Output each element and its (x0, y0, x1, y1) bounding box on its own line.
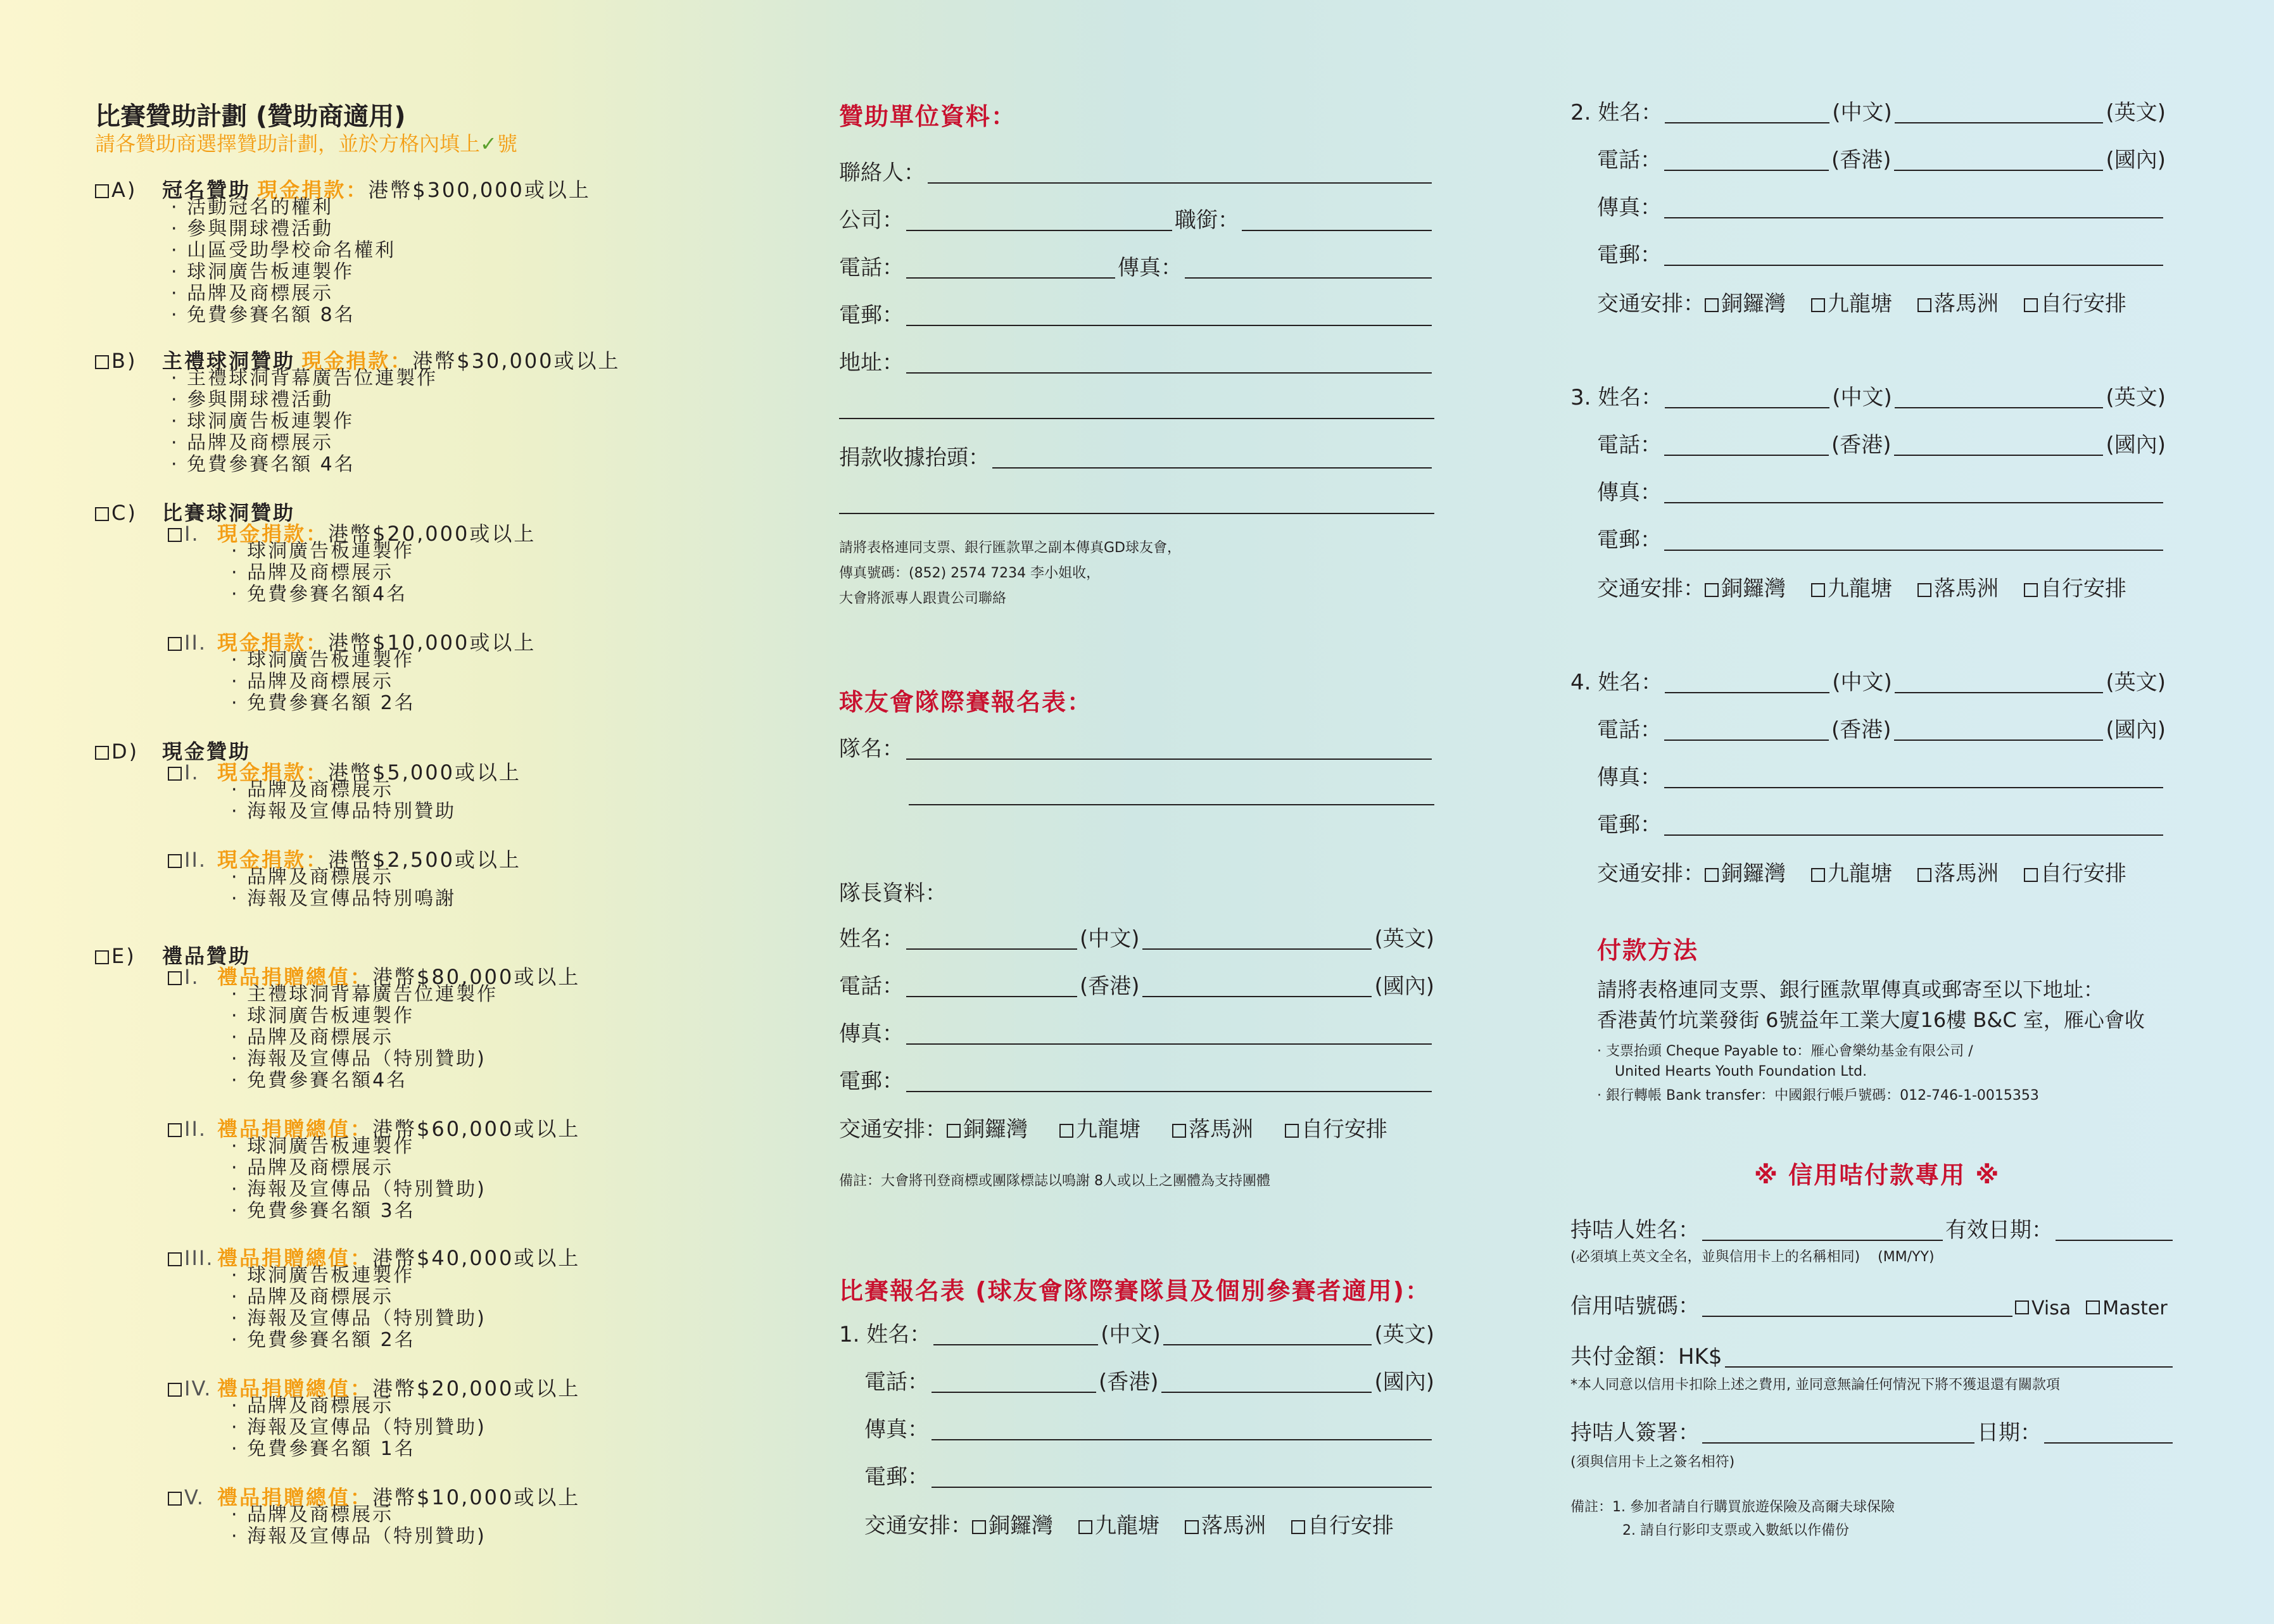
benefit-item: · 免費參賽名額4名 (231, 1070, 498, 1092)
checkbox-visa[interactable] (2015, 1300, 2029, 1314)
participant-2-mainland-phone-field[interactable] (1894, 148, 2104, 171)
participant-3-mainland-phone-field[interactable] (1894, 433, 2104, 456)
participant-1-transport: 交通安排： 銅鑼灣 九龍塘 落馬洲 自行安排 (864, 1513, 1394, 1539)
signature-note: (須與信用卡上之簽名相符) (1570, 1454, 1735, 1470)
plan-a: A) 冠名贊助 現金捐款：港幣$300,000或以上 (95, 174, 591, 203)
participant-4-name-row: 4. 姓名： (中文) (英文) (1570, 670, 2166, 695)
participant-3-english-name-field[interactable] (1895, 386, 2104, 408)
receipt-line-2[interactable] (839, 513, 1434, 514)
sub-plan-benefits (231, 984, 498, 1092)
total-amount-field[interactable] (1725, 1345, 2173, 1368)
benefit-item: · 品牌及商標展示 (231, 1287, 486, 1308)
benefit-item: · 免費參賽名額 2名 (231, 693, 415, 714)
sub-plan-benefits (231, 779, 456, 822)
holder-row: 持咭人姓名： 有效日期： (1570, 1212, 2175, 1243)
participant-3-hk-phone-field[interactable] (1664, 433, 1829, 456)
captain-label: 隊長資料： (839, 881, 947, 906)
participant-4-email-field[interactable] (1664, 813, 2163, 836)
sub-plan-benefits (231, 1265, 486, 1351)
position-field[interactable] (1242, 208, 1432, 231)
participant-2-email-row: 電郵： (1597, 237, 2166, 268)
sub-plan-checkbox[interactable] (168, 1123, 182, 1137)
benefit-item: · 品牌及商標展示 (231, 1027, 498, 1048)
benefit-item: · 主禮球洞背幕廣告位連製作 (171, 368, 438, 389)
team-title: 球友會隊際賽報名表： (839, 688, 1093, 716)
participant-4-fax-field[interactable] (1664, 765, 2163, 788)
captain-hk-phone-field[interactable] (906, 974, 1077, 997)
address-row: 地址： (839, 345, 1434, 376)
participant-4-email-row: 電郵： (1597, 807, 2166, 838)
participant-1-email-row: 電郵： (864, 1459, 1434, 1490)
plans-subtitle: 請各贊助商選擇贊助計劃，並於方格內填上✓號 (95, 132, 517, 156)
sponsorship-plans-column (95, 0, 728, 1624)
participant-2-transport: 交通安排： 銅鑼灣 九龍塘 落馬洲 自行安排 (1597, 291, 2126, 317)
participant-1-checkbox-lok-ma-chau[interactable] (1185, 1520, 1199, 1534)
benefit-item: · 品牌及商標展示 (231, 867, 456, 888)
participant-2-fax-row: 傳真： (1597, 190, 2166, 221)
checkbox-lok-ma-chau[interactable] (1172, 1124, 1186, 1138)
participant-4-english-name-field[interactable] (1895, 670, 2104, 693)
plan-benefits (171, 197, 396, 326)
benefit-item: · 海報及宣傳品（特別贊助) (231, 1417, 486, 1438)
sub-plan-checkbox[interactable] (168, 1252, 182, 1266)
participant-3-email-field[interactable] (1664, 528, 2163, 551)
benefit-item: · 參與開球禮活動 (171, 218, 396, 240)
address-field[interactable] (906, 351, 1432, 374)
sub-plan-benefits (231, 1136, 486, 1222)
benefit-item: · 品牌及商標展示 (231, 671, 415, 693)
holder-note: (必須填上英文全名，並與信用卡上的名稱相同) (MM/YY) (1570, 1249, 1935, 1265)
sub-plan: III. 禮品捐贈總值：港幣$40,000或以上 (168, 1242, 580, 1271)
sub-plan-checkbox[interactable] (168, 971, 182, 985)
date-field[interactable] (2044, 1421, 2173, 1444)
email-row: 電郵： (839, 298, 1434, 329)
participant-1-mainland-phone-field[interactable] (1161, 1370, 1372, 1393)
participant-4-hk-phone-field[interactable] (1664, 718, 1829, 741)
participant-4-checkbox-self-arranged[interactable] (2024, 868, 2038, 882)
plans-title: 比賽贊助計劃 (贊助商適用) (95, 102, 406, 131)
sponsor-info-column (839, 0, 1447, 1624)
remark-1: 備註：1. 參加者請自行購買旅遊保險及高爾夫球保險 (1570, 1499, 1895, 1515)
sub-plan-checkbox[interactable] (168, 854, 182, 868)
holder-name-field[interactable] (1702, 1218, 1943, 1241)
benefit-item: · 品牌及商標展示 (231, 1395, 486, 1417)
captain-phone-row: 電話： (香港) (國內) (839, 974, 1434, 999)
participant-4-fax-row: 傳真： (1597, 760, 2166, 791)
plan-checkbox[interactable] (95, 355, 109, 369)
participant-3-chinese-name-field[interactable] (1665, 386, 1829, 408)
fax-note-1: 請將表格連同支票、銀行匯款單之副本傳真GD球友會， (839, 540, 1181, 556)
checkbox-causeway-bay[interactable] (947, 1124, 961, 1138)
expiry-field[interactable] (2056, 1218, 2173, 1241)
participant-1-fax-row: 傳真： (864, 1412, 1434, 1443)
total-note: *本人同意以信用卡扣除上述之費用, 並同意無論任何情況下將不獲退還有關款項 (1570, 1377, 2060, 1393)
captain-transport: 交通安排： 銅鑼灣 九龍塘 落馬洲 自行安排 (839, 1117, 1387, 1142)
checkbox-self-arranged[interactable] (1285, 1124, 1299, 1138)
participant-2-email-field[interactable] (1664, 243, 2163, 266)
participant-1-checkbox-kowloon-tong[interactable] (1078, 1520, 1092, 1534)
participant-1-hk-phone-field[interactable] (932, 1370, 1096, 1393)
sub-plan: II. 禮品捐贈總值：港幣$60,000或以上 (168, 1113, 580, 1142)
participant-3-fax-row: 傳真： (1597, 475, 2166, 506)
participant-1-fax-field[interactable] (932, 1418, 1432, 1440)
contact-field[interactable] (928, 161, 1432, 184)
sub-plan: V. 禮品捐贈總值：港幣$10,000或以上 (168, 1482, 580, 1511)
participant-1-email-field[interactable] (932, 1465, 1432, 1488)
plan-checkbox[interactable] (95, 507, 109, 521)
captain-mainland-phone-field[interactable] (1142, 974, 1372, 997)
sub-plan: II. 現金捐款：港幣$10,000或以上 (168, 627, 536, 656)
benefit-item: · 品牌及商標展示 (231, 1504, 486, 1526)
captain-fax-row: 傳真： (839, 1016, 1434, 1047)
company-row: 公司： 職銜： (839, 203, 1434, 234)
participants-payment-column (1570, 0, 2204, 1624)
benefit-item: · 海報及宣傳品（特別贊助) (231, 1048, 498, 1070)
participant-2-hk-phone-field[interactable] (1664, 148, 1829, 171)
benefit-item: · 品牌及商標展示 (231, 562, 414, 584)
captain-chinese-name-field[interactable] (906, 927, 1077, 950)
plan-checkbox[interactable] (95, 950, 109, 964)
benefit-item: · 活動冠名的權利 (171, 197, 396, 218)
sub-plan-checkbox[interactable] (168, 528, 182, 542)
participant-3-email-row: 電郵： (1597, 522, 2166, 553)
participant-4-transport: 交通安排： 銅鑼灣 九龍塘 落馬洲 自行安排 (1597, 861, 2126, 886)
remark-2: 2. 請自行影印支票或入數紙以作備份 (1622, 1523, 1849, 1539)
benefit-item: · 免費參賽名額 3名 (231, 1200, 486, 1222)
participant-4-checkbox-lok-ma-chau[interactable] (1917, 868, 1931, 882)
participant-3-checkbox-kowloon-tong[interactable] (1811, 583, 1825, 597)
benefit-item: · 海報及宣傳品（特別贊助) (231, 1179, 486, 1200)
participant-1-chinese-name-field[interactable] (933, 1323, 1098, 1345)
payment-line-3: · 支票抬頭 Cheque Payable to：雁心會樂幼基金有限公司 / (1597, 1043, 1973, 1059)
captain-name-row: 姓名： (中文) (英文) (839, 926, 1434, 952)
benefit-item: · 主禮球洞背幕廣告位連製作 (231, 984, 498, 1005)
benefit-item: · 球洞廣告板連製作 (171, 411, 438, 432)
participant-3-transport: 交通安排： 銅鑼灣 九龍塘 落馬洲 自行安排 (1597, 576, 2126, 601)
card-number-row: 信用咭號碼： Visa Master (1570, 1294, 2168, 1319)
captain-email-field[interactable] (906, 1069, 1432, 1092)
participant-2-checkbox-lok-ma-chau[interactable] (1917, 298, 1931, 312)
sub-plan-benefits (231, 650, 415, 714)
sub-plan: I. 現金捐款：港幣$20,000或以上 (168, 518, 536, 547)
fax-note-3: 大會將派專人跟貴公司聯絡 (839, 591, 1007, 607)
contact-row: 聯絡人： (839, 155, 1434, 186)
benefit-item: · 品牌及商標展示 (171, 432, 438, 454)
team-name-row: 隊名： (839, 731, 1434, 762)
receipt-field[interactable] (992, 446, 1432, 469)
benefit-item: · 海報及宣傳品（特別贊助) (231, 1526, 486, 1547)
participant-4-phone-row: 電話： (香港) (國內) (1597, 717, 2166, 743)
participant-2-english-name-field[interactable] (1895, 101, 2104, 123)
benefit-item: · 品牌及商標展示 (231, 1157, 486, 1179)
credit-title: ※ 信用咭付款專用 ※ (1754, 1161, 2000, 1189)
race-title: 比賽報名表 (球友會隊際賽隊員及個別參賽者適用)： (839, 1277, 1431, 1305)
participant-2-checkbox-self-arranged[interactable] (2024, 298, 2038, 312)
participant-2-checkbox-causeway-bay[interactable] (1705, 298, 1719, 312)
fax-note-2: 傳真號碼：(852) 2574 7234 李小姐收， (839, 565, 1101, 581)
receipt-row: 捐款收據抬頭： (839, 440, 1434, 471)
sub-plan-checkbox[interactable] (168, 1492, 182, 1506)
card-number-field[interactable] (1702, 1294, 2012, 1317)
participant-4-chinese-name-field[interactable] (1665, 670, 1829, 693)
benefit-item: · 球洞廣告板連製作 (231, 1005, 498, 1027)
sub-plan: I. 現金捐款：港幣$5,000或以上 (168, 757, 521, 786)
company-field[interactable] (906, 208, 1172, 231)
sub-plan-checkbox[interactable] (168, 637, 182, 651)
payment-line-1: 請將表格連同支票、銀行匯款單傳真或郵寄至以下地址： (1597, 978, 2104, 1002)
benefit-item: · 球洞廣告板連製作 (231, 541, 414, 562)
participant-3-phone-row: 電話： (香港) (國內) (1597, 432, 2166, 458)
captain-email-row: 電郵： (839, 1064, 1434, 1095)
benefit-item: · 品牌及商標展示 (231, 779, 456, 801)
payment-line-5: · 銀行轉帳 Bank transfer：中國銀行帳戶號碼：012-746-1-0015353 (1597, 1088, 2039, 1104)
participant-4-checkbox-kowloon-tong[interactable] (1811, 868, 1825, 882)
plan-checkbox[interactable] (95, 184, 109, 198)
plan-c: C) 比賽球洞贊助 (95, 497, 295, 526)
benefit-item: · 免費參賽名額 1名 (231, 1438, 486, 1460)
phone-field[interactable] (906, 256, 1115, 279)
benefit-item: · 海報及宣傳品特別贊助 (231, 801, 456, 822)
plan-b: B) 主禮球洞贊助 現金捐款：港幣$30,000或以上 (95, 345, 621, 374)
participant-2-fax-field[interactable] (1664, 196, 2163, 218)
participant-3-checkbox-lok-ma-chau[interactable] (1917, 583, 1931, 597)
benefit-item: · 品牌及商標展示 (171, 283, 396, 305)
captain-fax-field[interactable] (906, 1022, 1432, 1045)
participant-4-checkbox-causeway-bay[interactable] (1705, 868, 1719, 882)
sponsor-title: 贊助單位資料： (839, 103, 1017, 130)
benefit-item: · 球洞廣告板連製作 (171, 261, 396, 283)
benefit-item: · 免費參賽名額 8名 (171, 305, 396, 326)
participant-2-name-row: 2. 姓名： (中文) (英文) (1570, 100, 2166, 125)
benefit-item: · 參與開球禮活動 (171, 389, 438, 411)
benefit-item: · 免費參賽名額 4名 (171, 454, 438, 475)
team-name-line-2[interactable] (909, 804, 1434, 805)
participant-2-phone-row: 電話： (香港) (國內) (1597, 148, 2166, 173)
email-field[interactable] (906, 303, 1432, 326)
participant-3-checkbox-self-arranged[interactable] (2024, 583, 2038, 597)
plan-benefits (171, 368, 438, 475)
phone-fax-row: 電話： 傳真： (839, 250, 1434, 281)
benefit-item: · 免費參賽名額4名 (231, 584, 414, 605)
payment-title: 付款方法 (1597, 936, 1699, 964)
sub-plan: IV. 禮品捐贈總值：港幣$20,000或以上 (168, 1373, 580, 1402)
sub-plan: II. 現金捐款：港幣$2,500或以上 (168, 844, 521, 873)
participant-1-checkbox-self-arranged[interactable] (1291, 1520, 1305, 1534)
fax-field[interactable] (1185, 256, 1432, 279)
participant-1-checkbox-causeway-bay[interactable] (972, 1520, 986, 1534)
participant-3-name-row: 3. 姓名： (中文) (英文) (1570, 385, 2166, 410)
checkbox-kowloon-tong[interactable] (1059, 1124, 1073, 1138)
payment-line-2: 香港黃竹坑業發街 6號益年工業大廈16樓 B&C 室，雁心會收 (1597, 1008, 2145, 1032)
participant-1-phone-row: 電話： (香港) (國內) (864, 1369, 1434, 1395)
benefit-item: · 球洞廣告板連製作 (231, 1265, 486, 1287)
team-note: 備註：大會將刊登商標或團隊標誌以鳴謝 8人或以上之團體為支持團體 (839, 1173, 1270, 1189)
benefit-item: · 免費參賽名額 2名 (231, 1330, 486, 1351)
participant-3-checkbox-causeway-bay[interactable] (1705, 583, 1719, 597)
payment-line-4: United Hearts Youth Foundation Ltd. (1615, 1064, 1867, 1080)
benefit-item: · 山區受助學校命名權利 (171, 240, 396, 261)
checkbox-master[interactable] (2086, 1300, 2100, 1314)
plan-checkbox[interactable] (95, 746, 109, 760)
total-row: 共付金額：HK$ (1570, 1339, 2175, 1370)
signature-field[interactable] (1702, 1421, 1974, 1444)
team-name-field[interactable] (906, 737, 1432, 760)
participant-4-mainland-phone-field[interactable] (1894, 718, 2104, 741)
sub-plan-benefits (231, 541, 414, 605)
captain-english-name-field[interactable] (1142, 927, 1372, 950)
address-line-2[interactable] (839, 418, 1434, 419)
benefit-item: · 海報及宣傳品特別鳴謝 (231, 888, 456, 910)
benefit-item: · 球洞廣告板連製作 (231, 650, 415, 671)
participant-2-checkbox-kowloon-tong[interactable] (1811, 298, 1825, 312)
sub-plan-checkbox[interactable] (168, 1383, 182, 1397)
sub-plan-benefits (231, 867, 456, 910)
plan-d: D) 現金贊助 (95, 736, 251, 765)
sub-plan-benefits (231, 1504, 486, 1547)
sub-plan-checkbox[interactable] (168, 767, 182, 781)
benefit-item: · 球洞廣告板連製作 (231, 1136, 486, 1157)
benefit-item: · 海報及宣傳品（特別贊助) (231, 1308, 486, 1330)
participant-1-name-row: 1. 姓名： (中文) (英文) (839, 1322, 1434, 1347)
participant-1-english-name-field[interactable] (1163, 1323, 1372, 1345)
plan-e: E) 禮品贊助 (95, 940, 251, 969)
signature-row: 持咭人簽署： 日期： (1570, 1415, 2175, 1446)
sub-plan-benefits (231, 1395, 486, 1460)
participant-2-chinese-name-field[interactable] (1665, 101, 1829, 123)
sub-plan: I. 禮品捐贈總值：港幣$80,000或以上 (168, 961, 580, 990)
participant-3-fax-field[interactable] (1664, 481, 2163, 503)
